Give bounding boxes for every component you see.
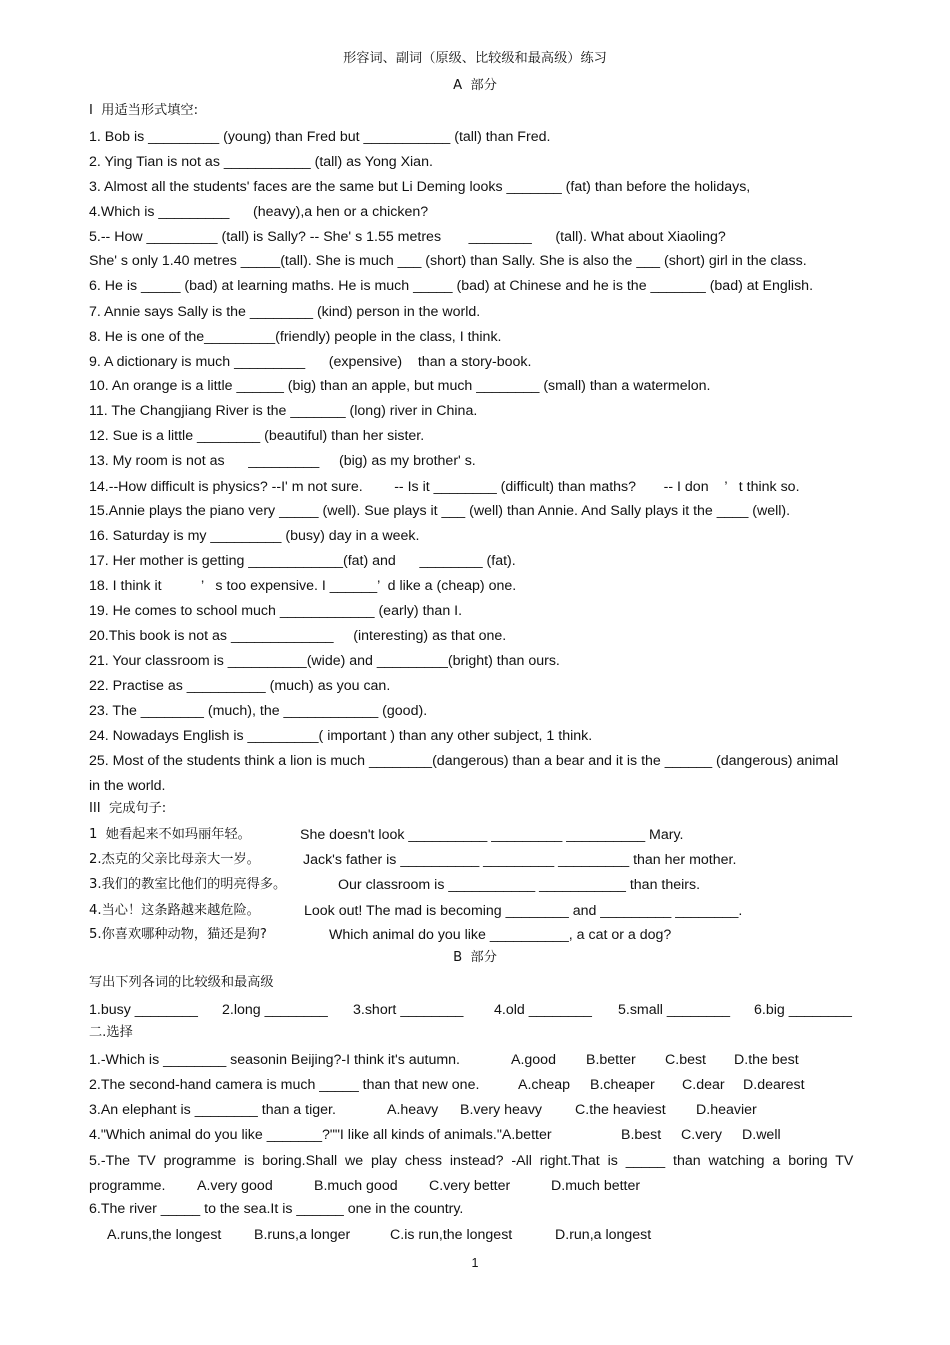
option: D.heavier — [696, 1102, 757, 1118]
question-line: 12. Sue is a little ________ (beautiful) than her sister. — [89, 428, 425, 444]
question-line: 11. The Changjiang River is the _______ (long) river in China. — [89, 403, 478, 419]
question-text: 5.-The TV programme is boring.Shall we play chess instead? -All right.That is _____ than watching a boring TV — [89, 1153, 854, 1169]
question-line: 5.-- How _________ (tall) is Sally? -- She' s 1.55 metres ________ (tall). What about Xiaoling? — [89, 229, 726, 245]
question-line: 24. Nowadays English is _________( important ) than any other subject, 1 think. — [89, 728, 593, 744]
chinese-prompt: 5.你喜欢哪种动物，猫还是狗? — [89, 927, 267, 942]
option: C.very — [681, 1127, 722, 1143]
word-item: 3.short ________ — [353, 1002, 464, 1018]
chinese-prompt: 4.当心！这条路越来越危险。 — [89, 903, 260, 918]
option: D.the best — [734, 1052, 799, 1068]
question-line: in the world. — [89, 778, 166, 794]
word-item: 6.big ________ — [754, 1002, 852, 1018]
option: D.dearest — [743, 1077, 805, 1093]
question-text: 1.-Which is ________ seasonin Beijing?-I think it's autumn. — [89, 1052, 461, 1068]
question-line: 22. Practise as __________ (much) as you can. — [89, 678, 391, 694]
word-item: 4.old ________ — [494, 1002, 592, 1018]
question-line: She' s only 1.40 metres _____(tall). She is much ___ (short) than Sally. She is also the ___ (short) girl in the class. — [89, 253, 807, 269]
option: C.best — [665, 1052, 707, 1068]
question-line: 7. Annie says Sally is the ________ (kind) person in the world. — [89, 304, 481, 320]
option: A.good — [511, 1052, 556, 1068]
option: A.cheap — [518, 1077, 571, 1093]
part-b-heading: B 部分 — [453, 950, 497, 965]
question-line: 23. The ________ (much), the ____________ (good). — [89, 703, 428, 719]
question-line: 16. Saturday is my _________ (busy) day in a week. — [89, 528, 420, 544]
option: D.much better — [551, 1178, 641, 1194]
word-item: 5.small ________ — [618, 1002, 731, 1018]
option: B.cheaper — [590, 1077, 655, 1093]
section-1-heading: I 用适当形式填空: — [89, 103, 199, 118]
part-b-instruction: 写出下列各词的比较级和最高级 — [89, 975, 274, 990]
english-sentence: Which animal do you like __________, a cat or a dog? — [329, 927, 672, 943]
chinese-prompt: 1 她看起来不如玛丽年轻。 — [89, 827, 251, 842]
english-sentence: Our classroom is ___________ ___________ than theirs. — [338, 877, 701, 893]
option: B.very heavy — [460, 1102, 543, 1118]
question-line: 15.Annie plays the piano very _____ (well). Sue plays it ___ (well) than Annie. And Sally plays it the ____ (well). — [89, 503, 791, 519]
question-line: 19. He comes to school much ____________ (early) than I. — [89, 603, 463, 619]
chinese-prompt: 2.杰克的父亲比母亲大一岁。 — [89, 852, 260, 867]
question-line: 21. Your classroom is __________(wide) and _________(bright) than ours. — [89, 653, 560, 669]
chinese-prompt: 3.我们的教室比他们的明亮得多。 — [89, 877, 287, 892]
option: B.much good — [314, 1178, 398, 1194]
question-line: 25. Most of the students think a lion is much ________(dangerous) than a bear and it is the ______ (dangerous) animal — [89, 753, 839, 769]
option: A.heavy — [387, 1102, 439, 1118]
question-line: 10. An orange is a little ______ (big) than an apple, but much ________ (small) than a watermelon. — [89, 378, 711, 394]
option: D.well — [742, 1127, 781, 1143]
option: C.is run,the longest — [390, 1227, 513, 1243]
section-2-heading: 二.选择 — [89, 1025, 133, 1040]
section-3-heading: III 完成句子: — [89, 801, 167, 816]
question-line: 3. Almost all the students' faces are the same but Li Deming looks _______ (fat) than before the holidays, — [89, 179, 751, 195]
english-sentence: She doesn't look __________ _________ __________ Mary. — [300, 827, 684, 843]
question-line: 14.--How difficult is physics? --I' m not sure. -- Is it ________ (difficult) than maths? -- I don ’ t think so. — [89, 479, 800, 495]
option: A.very good — [197, 1178, 273, 1194]
word-item: 2.long ________ — [222, 1002, 328, 1018]
question-line: 8. He is one of the_________(friendly) people in the class, I think. — [89, 329, 502, 345]
option: C.dear — [682, 1077, 725, 1093]
question-text: programme. — [89, 1178, 166, 1194]
question-line: 6. He is _____ (bad) at learning maths. He is much _____ (bad) at Chinese and he is the _______ (bad) at English. — [89, 278, 814, 294]
english-sentence: Look out! The mad is becoming ________ and _________ ________. — [304, 903, 743, 919]
word-item: 1.busy ________ — [89, 1002, 198, 1018]
question-text: 6.The river _____ to the sea.It is ______ one in the country. — [89, 1201, 464, 1217]
question-line: 20.This book is not as _____________ (interesting) as that one. — [89, 628, 507, 644]
option: B.better — [586, 1052, 636, 1068]
english-sentence: Jack's father is __________ _________ _________ than her mother. — [303, 852, 737, 868]
option: A.runs,the longest — [107, 1227, 222, 1243]
question-line: 17. Her mother is getting ____________(fat) and ________ (fat). — [89, 553, 516, 569]
question-line: 2. Ying Tian is not as ___________ (tall) as Yong Xian. — [89, 154, 433, 170]
question-line: 4.Which is _________ (heavy),a hen or a chicken? — [89, 204, 429, 220]
part-a-heading: A 部分 — [453, 78, 497, 93]
question-line: 13. My room is not as _________ (big) as my brother' s. — [89, 453, 476, 469]
question-text: 2.The second-hand camera is much _____ than that new one. — [89, 1077, 480, 1093]
question-line: 9. A dictionary is much _________ (expensive) than a story-book. — [89, 354, 532, 370]
question-line: 1. Bob is _________ (young) than Fred but ___________ (tall) than Fred. — [89, 129, 551, 145]
page-number: 1 — [471, 1256, 479, 1270]
question-text: 3.An elephant is ________ than a tiger. — [89, 1102, 336, 1118]
question-line: 18. I think it ’ s too expensive. I ______’ d like a (cheap) one. — [89, 578, 517, 594]
option: B.best — [621, 1127, 662, 1143]
option: B.runs,a longer — [254, 1227, 351, 1243]
page-title: 形容词、副词（原级、比较级和最高级）练习 — [343, 51, 607, 66]
question-text: 4."Which animal do you like _______?""I like all kinds of animals."A.better — [89, 1127, 552, 1143]
option: C.very better — [429, 1178, 511, 1194]
option: C.the heaviest — [575, 1102, 666, 1118]
option: D.run,a longest — [555, 1227, 652, 1243]
